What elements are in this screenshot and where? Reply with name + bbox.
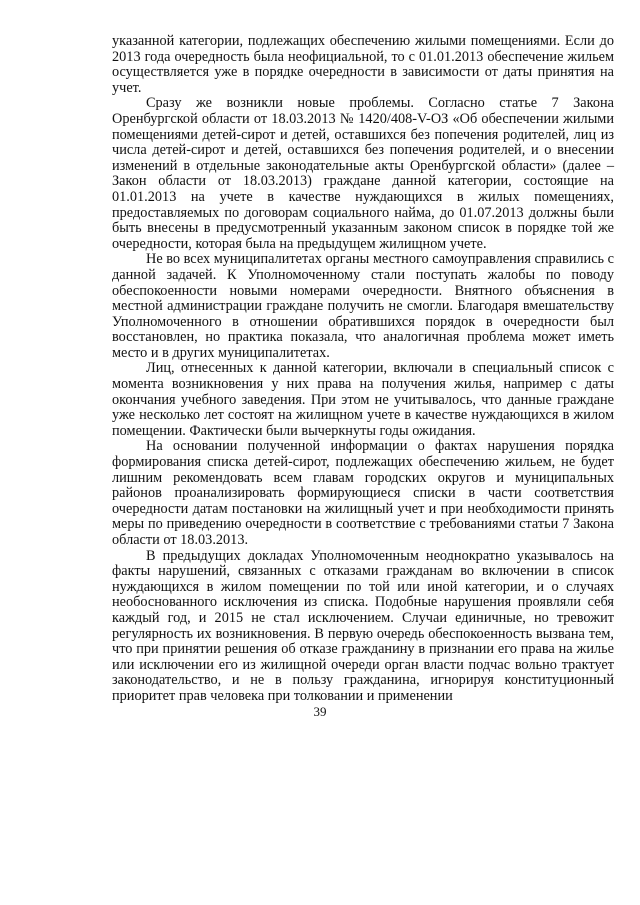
paragraph-2: Сразу же возникли новые проблемы. Согласно статье 7 Закона Оренбургской области от 18.03.2013 № 1420/408-V-ОЗ «Об обеспечении жилыми помещениями детей-сирот и детей, оставшихся без попечения родителей, лиц из числа детей-сирот и детей, оставшихся без попечения родителей, и о внесении изменений в отдельные законодательные акты Оренбургской области» (далее – Закон области от 18.03.2013) граждане данной категории, состоящие на 01.01.2013 на учете в качестве нуждающихся в жилых помещениях, предоставляемых по договорам социального найма, до 01.07.2013 должны были быть внесены в предусмотренный указанным законом список в порядке той же очередности, которая была на предыдущем жилищном учете.	[112, 95, 614, 252]
page-number: 39	[313, 704, 327, 719]
paragraph-4: Лиц, отнесенных к данной категории, включали в специальный список с момента возникновения у них права на получения жилья, например с даты окончания учебного заведения. При этом не учитывалось, что данные граждане уже несколько лет состоят на жилищном учете в качестве нуждающихся в жилом помещении. Фактически были вычеркнуты годы ожидания.	[112, 360, 614, 439]
paragraph-5: На основании полученной информации о фактах нарушения порядка формирования списка детей-сирот, подлежащих обеспечению жильем, не будет лишним рекомендовать всем главам городских округов и муниципальных районов проанализировать формирующиеся списки в части соответствия очередности датам постановки на жилищный учет и при необходимости принять меры по приведению очередности в соответствие с требованиями статьи 7 Закона области от 18.03.2013.	[112, 438, 614, 548]
paragraph-3: Не во всех муниципалитетах органы местного самоуправления справились с данной задачей. К Уполномоченному стали поступать жалобы по поводу обеспокоенности новыми номерами очередности. Внятного объяснения в местной администрации граждане получить не смогли. Благодаря вмешательству Уполномоченного в отношении обратившихся порядок в очередности был восстановлен, но практика показала, что аналогичная проблема может иметь место и в других муниципалитетах.	[112, 251, 614, 361]
paragraph-6: В предыдущих докладах Уполномоченным неоднократно указывалось на факты нарушений, связанных с отказами гражданам во включении в список нуждающихся в жилом помещении по той или иной категории, и о случаях необоснованного исключения из списка. Подобные нарушения проявляли себя каждый год, и 2015 не стал исключением. Случаи единичные, но тревожит регулярность их возникновения. В первую очередь обеспокоенность вызвана тем, что при принятии решения об отказе гражданину в признании его права на жилье или исключении его из жилищной очереди орган власти подчас вольно трактует законодательство, и не в пользу гражданина, игнорируя конституционный приоритет прав человека при толковании и применении	[112, 547, 614, 704]
paragraph-1: указанной категории, подлежащих обеспечению жилыми помещениями. Если до 2013 года очередность была неофициальной, то с 01.01.2013 обеспечение жильем осуществляется уже в порядке очередности в зависимости от даты принятия на учет.	[112, 33, 614, 96]
